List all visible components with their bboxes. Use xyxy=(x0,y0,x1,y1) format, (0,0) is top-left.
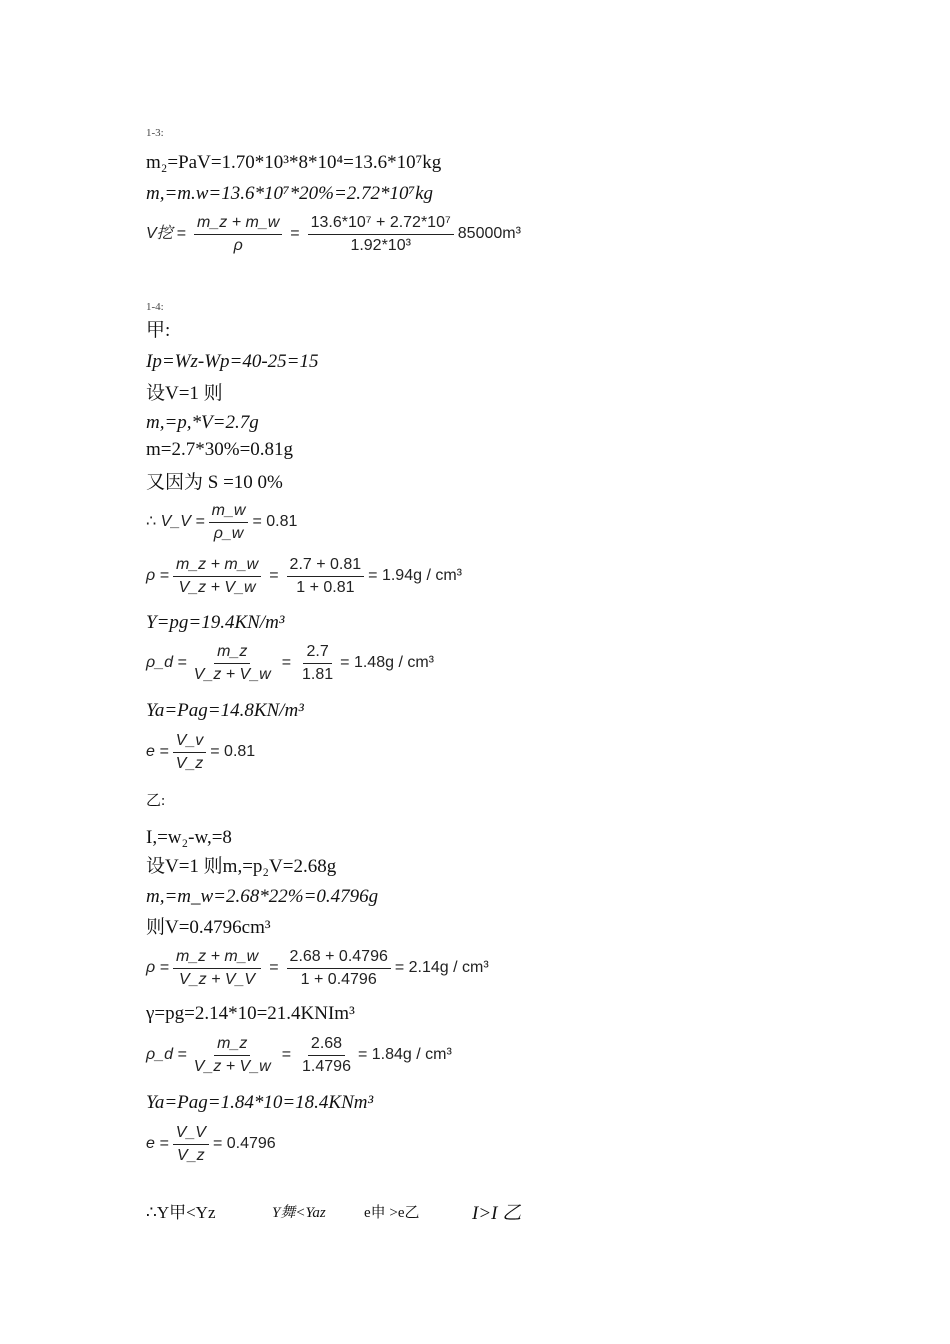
equation-line: 设V=1 则m,=p₂V=2.68g xyxy=(146,856,337,877)
equation-line: Ip=Wz-Wp=40-25=15 xyxy=(146,351,319,372)
formula-rho-d-yi: ρ_d = $\frac{m\_z}{V\_z + V\_w}$ = $\frac{2.68}{1.4796}$ = 1.84g / cm³ xyxy=(146,1035,452,1075)
fraction: $\frac{m\_z}{V\_z + V\_w}$ xyxy=(193,1035,271,1075)
formula-vv: ∴ V_V = $\frac{m\_w}{\rho\_w}$ = 0.81 xyxy=(146,502,298,542)
fraction: $\frac{V\_v}{V\_z}$ xyxy=(173,732,207,772)
fraction: $\frac{m\_z + m\_w}{\rho}$ xyxy=(194,214,282,254)
equation-line: m,=m_w=2.68*22%=0.4796g xyxy=(146,886,379,907)
fraction: $\frac{2.7 + 0.81}{1 + 0.81}$ xyxy=(287,556,365,596)
equation-line: I,=w₂-w,=8 xyxy=(146,827,232,848)
formula-rho-d: ρ_d = $\frac{m\_z}{V\_z + V\_w}$ = $\frac{2.7}{1.81}$ = 1.48g / cm³ xyxy=(146,643,434,683)
formula-result: 85000m³ xyxy=(457,225,521,243)
equation-line: Ya=Pag=14.8KN/m³ xyxy=(146,700,304,721)
subheading-yi: 乙: xyxy=(146,793,166,809)
conclusion-2: Y舞<Yaz xyxy=(272,1205,326,1221)
equation-line: Ya=Pag=1.84*10=18.4KNm³ xyxy=(146,1092,374,1113)
fraction: $\frac{2.7}{1.81}$ xyxy=(302,643,334,683)
formula-rho-yi: ρ = $\frac{m\_z + m\_w}{V\_z + V\_V}$ = $\frac{2.68 + 0.4796}{1 + 0.4796}$ = 2.14g / cm³ xyxy=(146,948,489,988)
fraction: $\frac{m\_z}{V\_z + V\_w}$ xyxy=(193,643,271,683)
equation-line: m,=p,*V=2.7g xyxy=(146,412,259,433)
fraction: $\frac{2.68}{1.4796}$ xyxy=(302,1035,351,1075)
section-label-1-3: 1-3: xyxy=(146,127,164,139)
subheading-jia: 甲: xyxy=(146,320,171,341)
fraction: $\frac{\text{13.6*10⁷ + 2.72*10⁷}}{\text{1.92*10³}}$ xyxy=(308,214,454,254)
equation-line: 设V=1 则 xyxy=(146,383,223,404)
equation-line: 则V=0.4796cm³ xyxy=(146,917,271,938)
formula-e: e = $\frac{V\_v}{V\_z}$ = 0.81 xyxy=(146,732,256,772)
fraction: $\frac{m\_z + m\_w}{V\_z + V\_w}$ xyxy=(173,556,261,596)
equation-line: Y=pg=19.4KN/m³ xyxy=(146,612,285,633)
fraction: $\frac{m\_w}{\rho\_w}$ xyxy=(209,502,249,542)
formula-e-yi: e = $\frac{V\_V}{V\_z}$ = 0.4796 xyxy=(146,1124,276,1164)
equation-line: m,=m.w=13.6*10⁷*20%=2.72*10⁷kg xyxy=(146,183,434,204)
formula-volume: V挖 = $\frac{m\_z + m\_w}{\rho}$ = $\frac{\text{13.6*10⁷ + 2.72*10⁷}}{\text{1.92*10³}}$ 85000m³ xyxy=(146,214,521,254)
equation-line: m₂=PaV=1.70*10³*8*10⁴=13.6*10⁷kg xyxy=(146,152,442,173)
formula-rho: ρ = $\frac{m\_z + m\_w}{V\_z + V\_w}$ = $\frac{2.7 + 0.81}{1 + 0.81}$ = 1.94g / cm³ xyxy=(146,556,462,596)
conclusion-3: e申 >e乙 xyxy=(364,1205,420,1221)
conclusion-4: I>I 乙 xyxy=(472,1203,522,1224)
section-label-1-4: 1-4: xyxy=(146,301,164,313)
equation-line: m=2.7*30%=0.81g xyxy=(146,439,294,460)
fraction: $\frac{m\_z + m\_w}{V\_z + V\_V}$ xyxy=(173,948,261,988)
formula-lhs: V挖 xyxy=(146,225,173,243)
equation-line: 又因为 S =10 0% xyxy=(146,472,283,493)
conclusion-1: ∴Y甲<Yz xyxy=(146,1203,216,1222)
fraction: $\frac{V\_V}{V\_z}$ xyxy=(173,1124,209,1164)
equation-line: γ=pg=2.14*10=21.4KNIm³ xyxy=(146,1003,355,1024)
fraction: $\frac{2.68 + 0.4796}{1 + 0.4796}$ xyxy=(287,948,391,988)
